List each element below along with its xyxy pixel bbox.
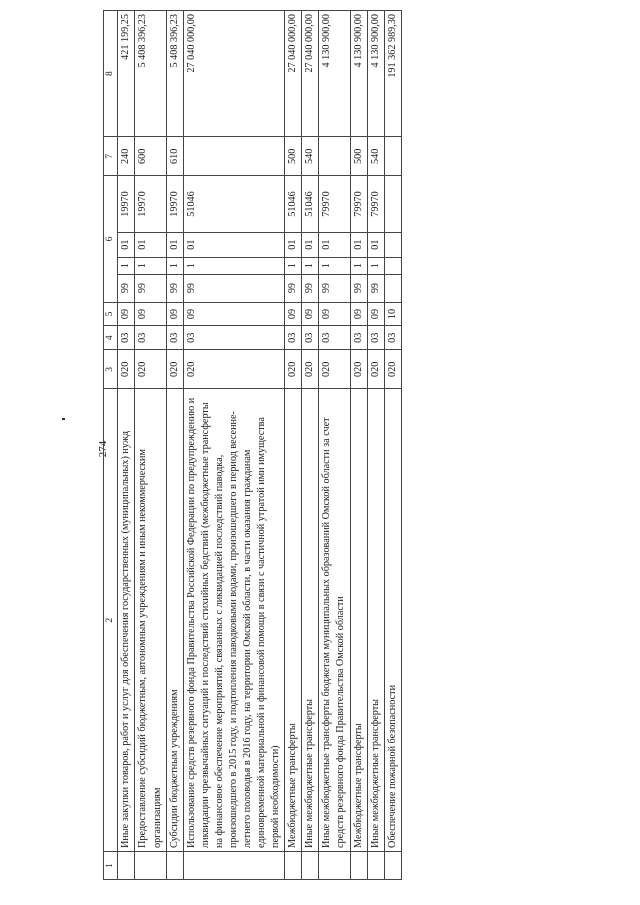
cell-c2: Субсидии бюджетным учреждениям — [166, 389, 183, 852]
cell-c7 — [183, 137, 285, 176]
cell-c8: 421 199,25 — [118, 11, 135, 137]
cell-c2: Иные межбюджетные трансферты бюджетам муниципальных образований Омской области за счет средств резервного фонда Правительства Омской области — [319, 389, 350, 852]
cell-c6c: 01 — [118, 232, 135, 257]
cell-c3: 020 — [367, 350, 384, 389]
cell-c1 — [384, 851, 401, 879]
cell-c6a: 99 — [350, 274, 367, 302]
cell-c4: 03 — [118, 326, 135, 350]
cell-c5: 09 — [350, 302, 367, 326]
cell-c6d: 19970 — [166, 176, 183, 232]
cell-c5: 10 — [384, 302, 401, 326]
cell-c6a: 99 — [285, 274, 302, 302]
cell-c6c: 01 — [319, 232, 350, 257]
cell-c2: Иные межбюджетные трансферты — [367, 389, 384, 852]
header-cell-2: 2 — [104, 389, 118, 852]
cell-c5: 09 — [302, 302, 319, 326]
cell-c3: 020 — [135, 350, 166, 389]
cell-c8: 4 130 900,00 — [367, 11, 384, 137]
cell-c5: 09 — [166, 302, 183, 326]
header-cell-7: 7 — [104, 137, 118, 176]
cell-c6a: 99 — [367, 274, 384, 302]
cell-c7: 540 — [302, 137, 319, 176]
cell-c6a: 99 — [166, 274, 183, 302]
cell-c6b: 1 — [118, 257, 135, 274]
cell-c4: 03 — [166, 326, 183, 350]
cell-c6c: 01 — [350, 232, 367, 257]
header-cell-5: 5 — [104, 302, 118, 326]
cell-c2: Межбюджетные трансферты — [285, 389, 302, 852]
cell-c1 — [367, 851, 384, 879]
cell-c3: 020 — [285, 350, 302, 389]
cell-c6a — [384, 274, 401, 302]
cell-c6c: 01 — [166, 232, 183, 257]
cell-c3: 020 — [384, 350, 401, 389]
cell-c4: 03 — [135, 326, 166, 350]
cell-c6c: 01 — [367, 232, 384, 257]
cell-c6d: 79970 — [350, 176, 367, 232]
cell-c2: Использование средств резервного фонда Правительства Российской Федерации по предупреждению и ликвидации чрезвычайных ситуаций и последствий стихийных бедствий (межбюджетные трансферты на финансовое обеспечение мероприятий, связанных с ликвидацией последствий паводка, произошедшего в 2015 году, и подтопления паводковыми водами, произошедшего в период весенне-летнего половодья в 2016 году, на территории Омской области, в части оказания гражданам единовременной материальной и финансовой помощи в связи с частичной утратой ими имущества первой необходимости) — [183, 389, 285, 852]
cell-c6d — [384, 176, 401, 232]
cell-c7: 240 — [118, 137, 135, 176]
cell-c8: 4 130 900,00 — [319, 11, 350, 137]
cell-c7: 540 — [367, 137, 384, 176]
cell-c8: 5 408 396,23 — [166, 11, 183, 137]
cell-c1 — [118, 851, 135, 879]
cell-c6c — [384, 232, 401, 257]
cell-c8: 191 362 989,30 — [384, 11, 401, 137]
cell-c2: Предоставление субсидий бюджетным, автономным учреждениям и иным некоммерческим организациям — [135, 389, 166, 852]
cell-c6d: 79970 — [319, 176, 350, 232]
cell-c4: 03 — [302, 326, 319, 350]
cell-c1 — [285, 851, 302, 879]
cell-c6d: 51046 — [285, 176, 302, 232]
table-row — [319, 11, 350, 880]
cell-c6b: 1 — [183, 257, 285, 274]
cell-c8: 4 130 900,00 — [350, 11, 367, 137]
cell-c2: Иные межбюджетные трансферты — [302, 389, 319, 852]
cell-c1 — [302, 851, 319, 879]
cell-c7: 500 — [285, 137, 302, 176]
header-cell-8: 8 — [104, 11, 118, 137]
header-row — [104, 11, 118, 880]
cell-c6b — [384, 257, 401, 274]
cell-c6b: 1 — [285, 257, 302, 274]
cell-c4: 03 — [319, 326, 350, 350]
cell-c8: 27 040 000,00 — [285, 11, 302, 137]
cell-c4: 03 — [285, 326, 302, 350]
table-row — [302, 11, 319, 880]
cell-c3: 020 — [166, 350, 183, 389]
cell-c2: Иные закупки товаров, работ и услуг для обеспечения государственных (муниципальных) нужд — [118, 389, 135, 852]
cell-c4: 03 — [384, 326, 401, 350]
cell-c2: Обеспечение пожарной безопасности — [384, 389, 401, 852]
cell-c6d: 19970 — [135, 176, 166, 232]
header-cell-6: 6 — [104, 176, 118, 302]
cell-c6d: 79970 — [367, 176, 384, 232]
cell-c3: 020 — [118, 350, 135, 389]
cell-c4: 03 — [350, 326, 367, 350]
cell-c3: 020 — [183, 350, 285, 389]
cell-c7 — [319, 137, 350, 176]
table-body — [118, 11, 401, 880]
table-row — [350, 11, 367, 880]
cell-c6d: 51046 — [183, 176, 285, 232]
cell-c6b: 1 — [367, 257, 384, 274]
cell-c7: 500 — [350, 137, 367, 176]
page-number: 274 — [97, 440, 109, 458]
table-row — [367, 11, 384, 880]
table-row — [183, 11, 285, 880]
cell-c5: 09 — [135, 302, 166, 326]
cell-c5: 09 — [285, 302, 302, 326]
cell-c4: 03 — [183, 326, 285, 350]
cell-c5: 09 — [183, 302, 285, 326]
cell-c6a: 99 — [302, 274, 319, 302]
cell-c5: 09 — [118, 302, 135, 326]
cell-c6a: 99 — [118, 274, 135, 302]
cell-c6d: 51046 — [302, 176, 319, 232]
cell-c6b: 1 — [135, 257, 166, 274]
cell-c8: 27 040 000,00 — [302, 11, 319, 137]
cell-c3: 020 — [302, 350, 319, 389]
cell-c6a: 99 — [183, 274, 285, 302]
table-row — [118, 11, 135, 880]
cell-c6d: 19970 — [118, 176, 135, 232]
cell-c3: 020 — [350, 350, 367, 389]
cell-c6c: 01 — [183, 232, 285, 257]
cell-c7: 600 — [135, 137, 166, 176]
header-cell-1: 1 — [104, 851, 118, 879]
cell-c8: 5 408 396,23 — [135, 11, 166, 137]
cell-c3: 020 — [319, 350, 350, 389]
cell-c6b: 1 — [350, 257, 367, 274]
cell-c6a: 99 — [319, 274, 350, 302]
table-row — [384, 11, 401, 880]
cell-c1 — [183, 851, 285, 879]
cell-c8: 27 040 000,00 — [183, 11, 285, 137]
cell-c5: 09 — [319, 302, 350, 326]
cell-c6b: 1 — [302, 257, 319, 274]
scan-mark — [62, 418, 65, 420]
cell-c1 — [350, 851, 367, 879]
cell-c2: Межбюджетные трансферты — [350, 389, 367, 852]
cell-c7 — [384, 137, 401, 176]
header-cell-3: 3 — [104, 350, 118, 389]
cell-c6b: 1 — [166, 257, 183, 274]
rotated-table-container — [103, 10, 603, 880]
table-row — [166, 11, 183, 880]
cell-c1 — [166, 851, 183, 879]
table-row — [285, 11, 302, 880]
cell-c6c: 01 — [135, 232, 166, 257]
header-cell-4: 4 — [104, 326, 118, 350]
cell-c1 — [135, 851, 166, 879]
table-row — [135, 11, 166, 880]
cell-c1 — [319, 851, 350, 879]
cell-c6a: 99 — [135, 274, 166, 302]
cell-c6c: 01 — [302, 232, 319, 257]
budget-table — [103, 10, 402, 880]
cell-c6c: 01 — [285, 232, 302, 257]
cell-c5: 09 — [367, 302, 384, 326]
cell-c6b: 1 — [319, 257, 350, 274]
cell-c7: 610 — [166, 137, 183, 176]
cell-c4: 03 — [367, 326, 384, 350]
